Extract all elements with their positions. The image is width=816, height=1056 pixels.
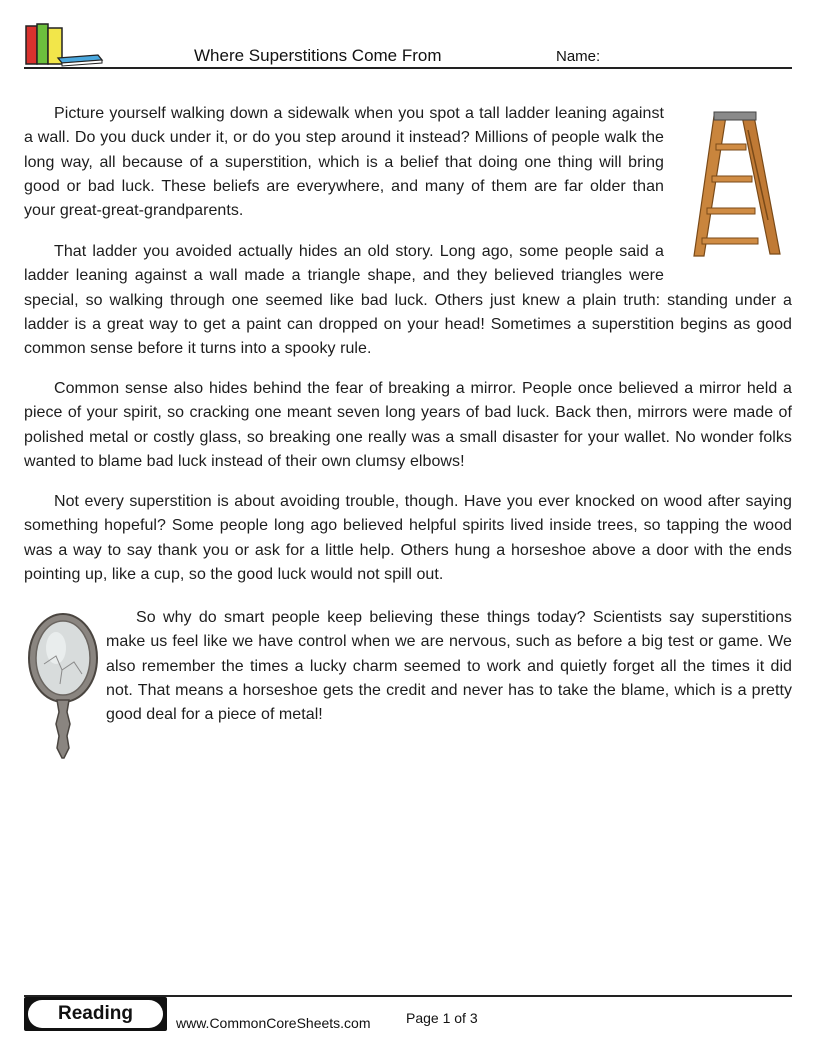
header-divider (24, 67, 792, 69)
paragraph-3: Common sense also hides behind the fear of breaking a mirror. People once believed a mirror held a piece of your spirit, so cracking one meant seven long years of bad luck. Back then, mirrors were made of polished metal or costly glass, so breaking one really was a small disaster for your wallet. No wonder folks wanted to blame bad luck instead of their own clumsy elbows! (24, 380, 792, 470)
site-url[interactable]: www.CommonCoreSheets.com (176, 1015, 371, 1031)
worksheet-header (24, 22, 792, 70)
paragraph-2 (24, 240, 792, 361)
paragraph-1: Picture yourself walking down a sidewalk when you spot a tall ladder leaning against a wall. Do you duck under it, or do you step around it instead? Millions of people walk the long way, all because of a superstition, which is a belief that doing one thing will bring good or bad luck. These beliefs are everywhere, and many of them are far older than your great-great-grandparents. (24, 105, 664, 220)
paragraph-2-text: That ladder you avoided actually hides an old story. Long ago, some people said a ladder leaning against a wall made a triangle shape, and they believed triangles were special, so walking through one seemed like bad luck. Others just knew a plain truth: standing under a ladder is a great way to get a paint can dropped on your head! Sometimes a superstition begins as good common sense before it turns into a spooky rule. (24, 243, 792, 358)
paragraph-5: So why do smart people keep believing these things today? Scientists say superstitions make us feel like we have control when we are nervous, such as before a big test or game. We also remember the times a lucky charm seemed to work and quietly forget all the times it did not. That means a horseshoe gets the credit and never has to take the blame, which is a pretty good deal for a piece of metal! (106, 609, 792, 724)
books-icon (24, 22, 104, 68)
subject-label: Reading (28, 1000, 163, 1028)
ladder-illustration (692, 110, 784, 258)
page-number: Page 1 of 3 (406, 1010, 478, 1026)
hand-mirror-illustration (26, 612, 100, 762)
page-title: Where Superstitions Come From (194, 46, 442, 65)
subject-badge (24, 997, 167, 1031)
name-label: Name: (556, 48, 601, 65)
paragraph-4: Not every superstition is about avoiding trouble, though. Have you ever knocked on wood after saying something hopeful? Some people long ago believed helpful spirits lived inside trees, so tapping the wood was a way to say thank you or ask for a little help. Others hung a horseshoe above a door with the ends pointing up, like a cup, so the good luck would not spill out. (24, 493, 792, 583)
